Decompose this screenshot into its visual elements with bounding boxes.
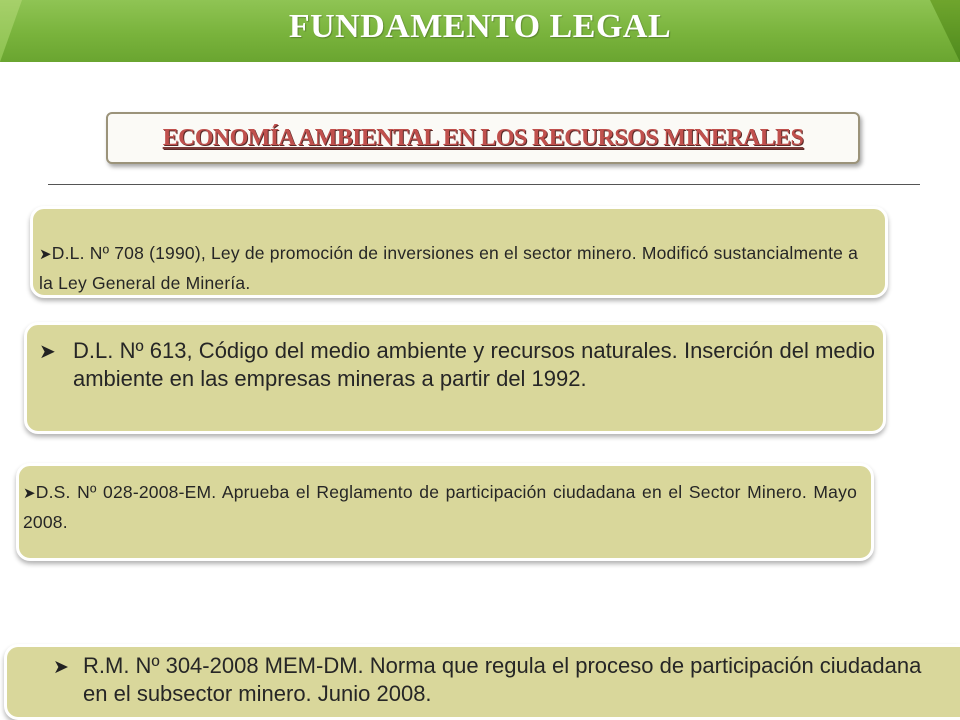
arrow-bullet-icon: ➤: [53, 657, 69, 678]
arrow-bullet-icon: ➤: [39, 341, 56, 363]
law-item-text: D.L. Nº 613, Código del medio ambiente y recursos naturales. Inserción del medio ambiente en las empresas mineras a partir del 1992.: [73, 338, 875, 391]
law-item-text: D.S. Nº 028-2008-EM. Aprueba el Reglamento de participación ciudadana en el Sector Minero. Mayo 2008.: [23, 482, 857, 532]
law-item-text-wrap: [23, 478, 857, 536]
subtitle: ECONOMÍA AMBIENTAL EN LOS RECURSOS MINERALES: [162, 125, 804, 151]
law-item-text: D.L. Nº 708 (1990), Ley de promoción de inversiones en el sector minero. Modificó sustancialmente a la Ley General de Minería.: [39, 243, 859, 293]
arrow-bullet-icon: ➤: [23, 485, 36, 502]
subtitle-box: [106, 112, 860, 164]
law-item-card: [24, 322, 886, 434]
divider-line: [48, 184, 920, 185]
law-item-card: [16, 463, 874, 561]
law-item-text: R.M. Nº 304-2008 MEM-DM. Norma que regula el proceso de participación ciudadana en el subsector minero. Junio 2008.: [83, 653, 922, 706]
arrow-bullet-icon: ➤: [39, 246, 52, 263]
page-title: FUNDAMENTO LEGAL: [288, 8, 672, 45]
law-item-text-wrap: [39, 239, 865, 297]
title-bar: [0, 0, 960, 62]
law-item-card: [30, 206, 888, 298]
law-item-card: [4, 644, 960, 720]
